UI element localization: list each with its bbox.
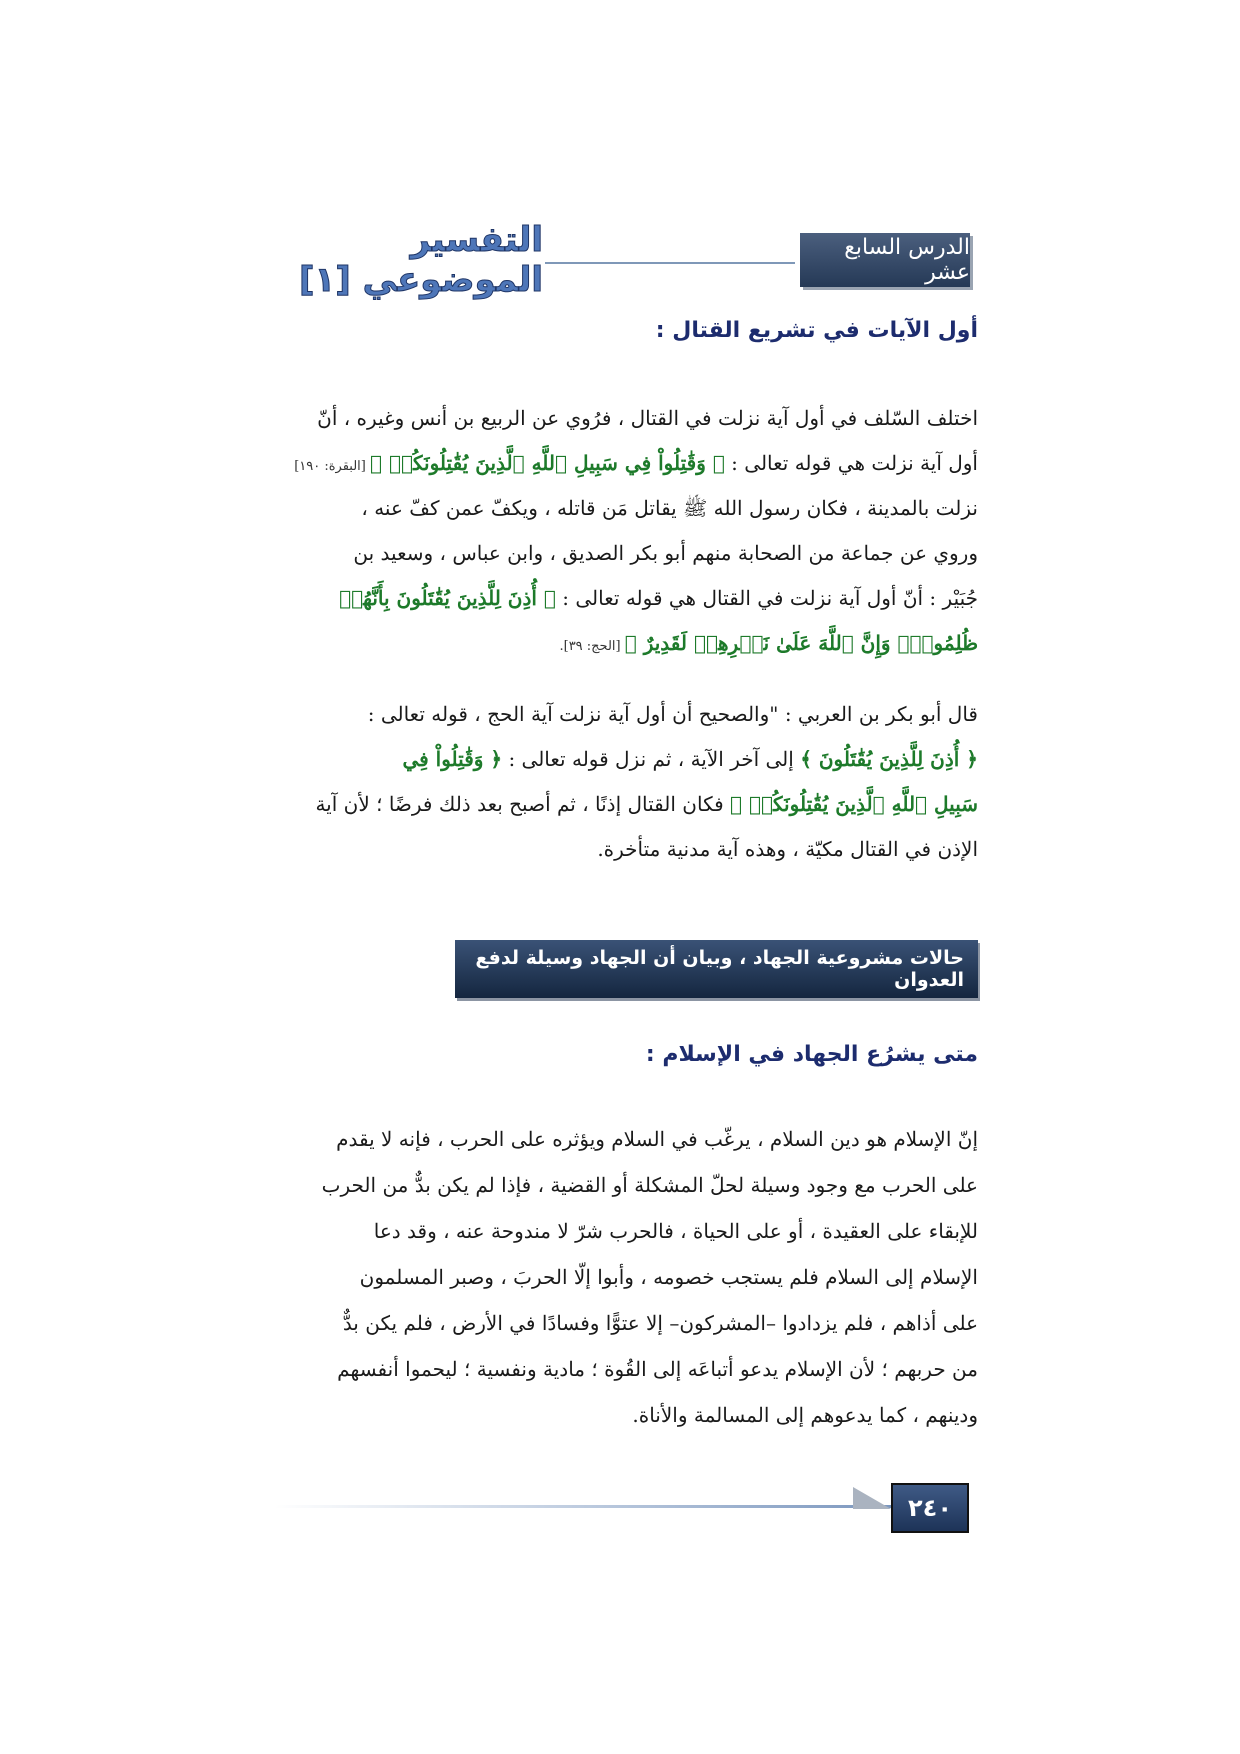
book-title: التفسير الموضوعي [١] bbox=[298, 220, 543, 300]
quran-verse: ﴿ أُذِنَ لِلَّذِينَ يُقَٰتَلُونَ بِأَنَّهُمۡ bbox=[339, 586, 556, 610]
paragraph-line bbox=[263, 443, 978, 483]
quran-verse: سَبِيلِ ٱللَّهِ ٱلَّذِينَ يُقَٰتِلُونَكُمۡ ﴾ bbox=[730, 792, 978, 816]
header-rule bbox=[545, 262, 795, 264]
paragraph-line bbox=[263, 488, 978, 528]
line-text: جُبَيْر : أنّ أول آية نزلت في القتال هي قوله تعالى : bbox=[555, 586, 978, 610]
quran-verse: ظُلِمُواْۚ وَإِنَّ ٱللَّهَ عَلَىٰ نَصۡرِهِمۡ لَقَدِيرٌ ﴾ bbox=[624, 631, 978, 655]
paragraph-line bbox=[263, 623, 978, 663]
footer-ornament bbox=[853, 1487, 891, 1509]
line-text: نزلت بالمدينة ، فكان رسول الله ﷺ يقاتل مَن قاتله ، ويكفّ عمن كفّ عنه ، bbox=[361, 496, 978, 520]
paragraph-line bbox=[263, 694, 978, 734]
page-number: ٢٤٠ bbox=[891, 1483, 969, 1533]
quran-verse: ﴿ أُذِنَ لِلَّذِينَ يُقَٰتَلُونَ ﴾ bbox=[800, 747, 978, 771]
line-text: اختلف السّلف في أول آية نزلت في القتال ، فرُوي عن الربيع بن أنس وغيره ، أنّ bbox=[317, 406, 978, 430]
paragraph-line bbox=[263, 1165, 978, 1205]
section-heading-jihad: متى يشرُع الجهاد في الإسلام : bbox=[645, 1042, 978, 1067]
line-text: إنّ الإسلام هو دين السلام ، يرغّب في السلام ويؤثره على الحرب ، فإنه لا يقدم bbox=[336, 1127, 978, 1151]
paragraph-line bbox=[263, 1349, 978, 1389]
paragraph-line bbox=[263, 784, 978, 824]
line-text: إلى آخر الآية ، ثم نزل قوله تعالى : bbox=[502, 747, 801, 771]
paragraph-line bbox=[263, 739, 978, 779]
paragraph-line bbox=[263, 1119, 978, 1159]
section-heading-first-verses: أول الآيات في تشريع القتال : bbox=[655, 318, 978, 343]
line-text: الإسلام إلى السلام فلم يستجب خصومه ، وأبوا إلّا الحربَ ، وصبر المسلمون bbox=[359, 1265, 978, 1289]
paragraph-line bbox=[263, 1257, 978, 1297]
line-text: أول آية نزلت هي قوله تعالى : bbox=[724, 451, 978, 475]
paragraph-line bbox=[263, 578, 978, 618]
line-text: ودينهم ، كما يدعوهم إلى المسالمة والأناة. bbox=[632, 1403, 978, 1427]
line-text: فكان القتال إذنًا ، ثم أصبح بعد ذلك فرضًا ؛ لأن آية bbox=[315, 792, 731, 816]
line-text: الإذن في القتال مكيّة ، وهذه آية مدنية متأخرة. bbox=[597, 837, 978, 861]
paragraph-line bbox=[263, 829, 978, 869]
line-text: من حربهم ؛ لأن الإسلام يدعو أتباعَه إلى القُوة ؛ مادية ونفسية ؛ ليحموا أنفسهم bbox=[337, 1357, 978, 1381]
paragraph-line bbox=[263, 1395, 978, 1435]
footer-rule bbox=[275, 1505, 895, 1508]
paragraph-line bbox=[263, 398, 978, 438]
paragraph-line bbox=[263, 533, 978, 573]
paragraph-line bbox=[263, 1303, 978, 1343]
line-text: وروي عن جماعة من الصحابة منهم أبو بكر الصديق ، وابن عباس ، وسعيد بن bbox=[353, 541, 978, 565]
line-text: قال أبو بكر بن العربي : "والصحيح أن أول آية نزلت آية الحج ، قوله تعالى : bbox=[367, 702, 978, 726]
lesson-label: الدرس السابع عشر bbox=[800, 233, 970, 287]
line-text: على الحرب مع وجود وسيلة لحلّ المشكلة أو القضية ، فإذا لم يكن بدٌّ من الحرب bbox=[321, 1173, 978, 1197]
line-text: للإبقاء على العقيدة ، أو على الحياة ، فالحرب شرّ لا مندوحة عنه ، وقد دعا bbox=[373, 1219, 978, 1243]
quran-verse: ﴿ وَقَٰتِلُواْ فِي سَبِيلِ ٱللَّهِ ٱلَّذِينَ يُقَٰتِلُونَكُمۡ ﴾ bbox=[370, 451, 725, 475]
line-text: على أذاهم ، فلم يزدادوا –المشركون– إلا عتوًّا وفسادًا في الأرض ، فلم يكن بدٌّ bbox=[342, 1311, 978, 1335]
quran-verse: ﴿ وَقَٰتِلُواْ فِي bbox=[402, 747, 503, 771]
verse-reference: [البقرة: ١٩٠] bbox=[294, 459, 370, 474]
paragraph-line bbox=[263, 1211, 978, 1251]
verse-reference: [الحج: ٣٩]. bbox=[559, 639, 625, 654]
section-title-bar: حالات مشروعية الجهاد ، وبيان أن الجهاد وسيلة لدفع العدوان bbox=[455, 940, 978, 998]
